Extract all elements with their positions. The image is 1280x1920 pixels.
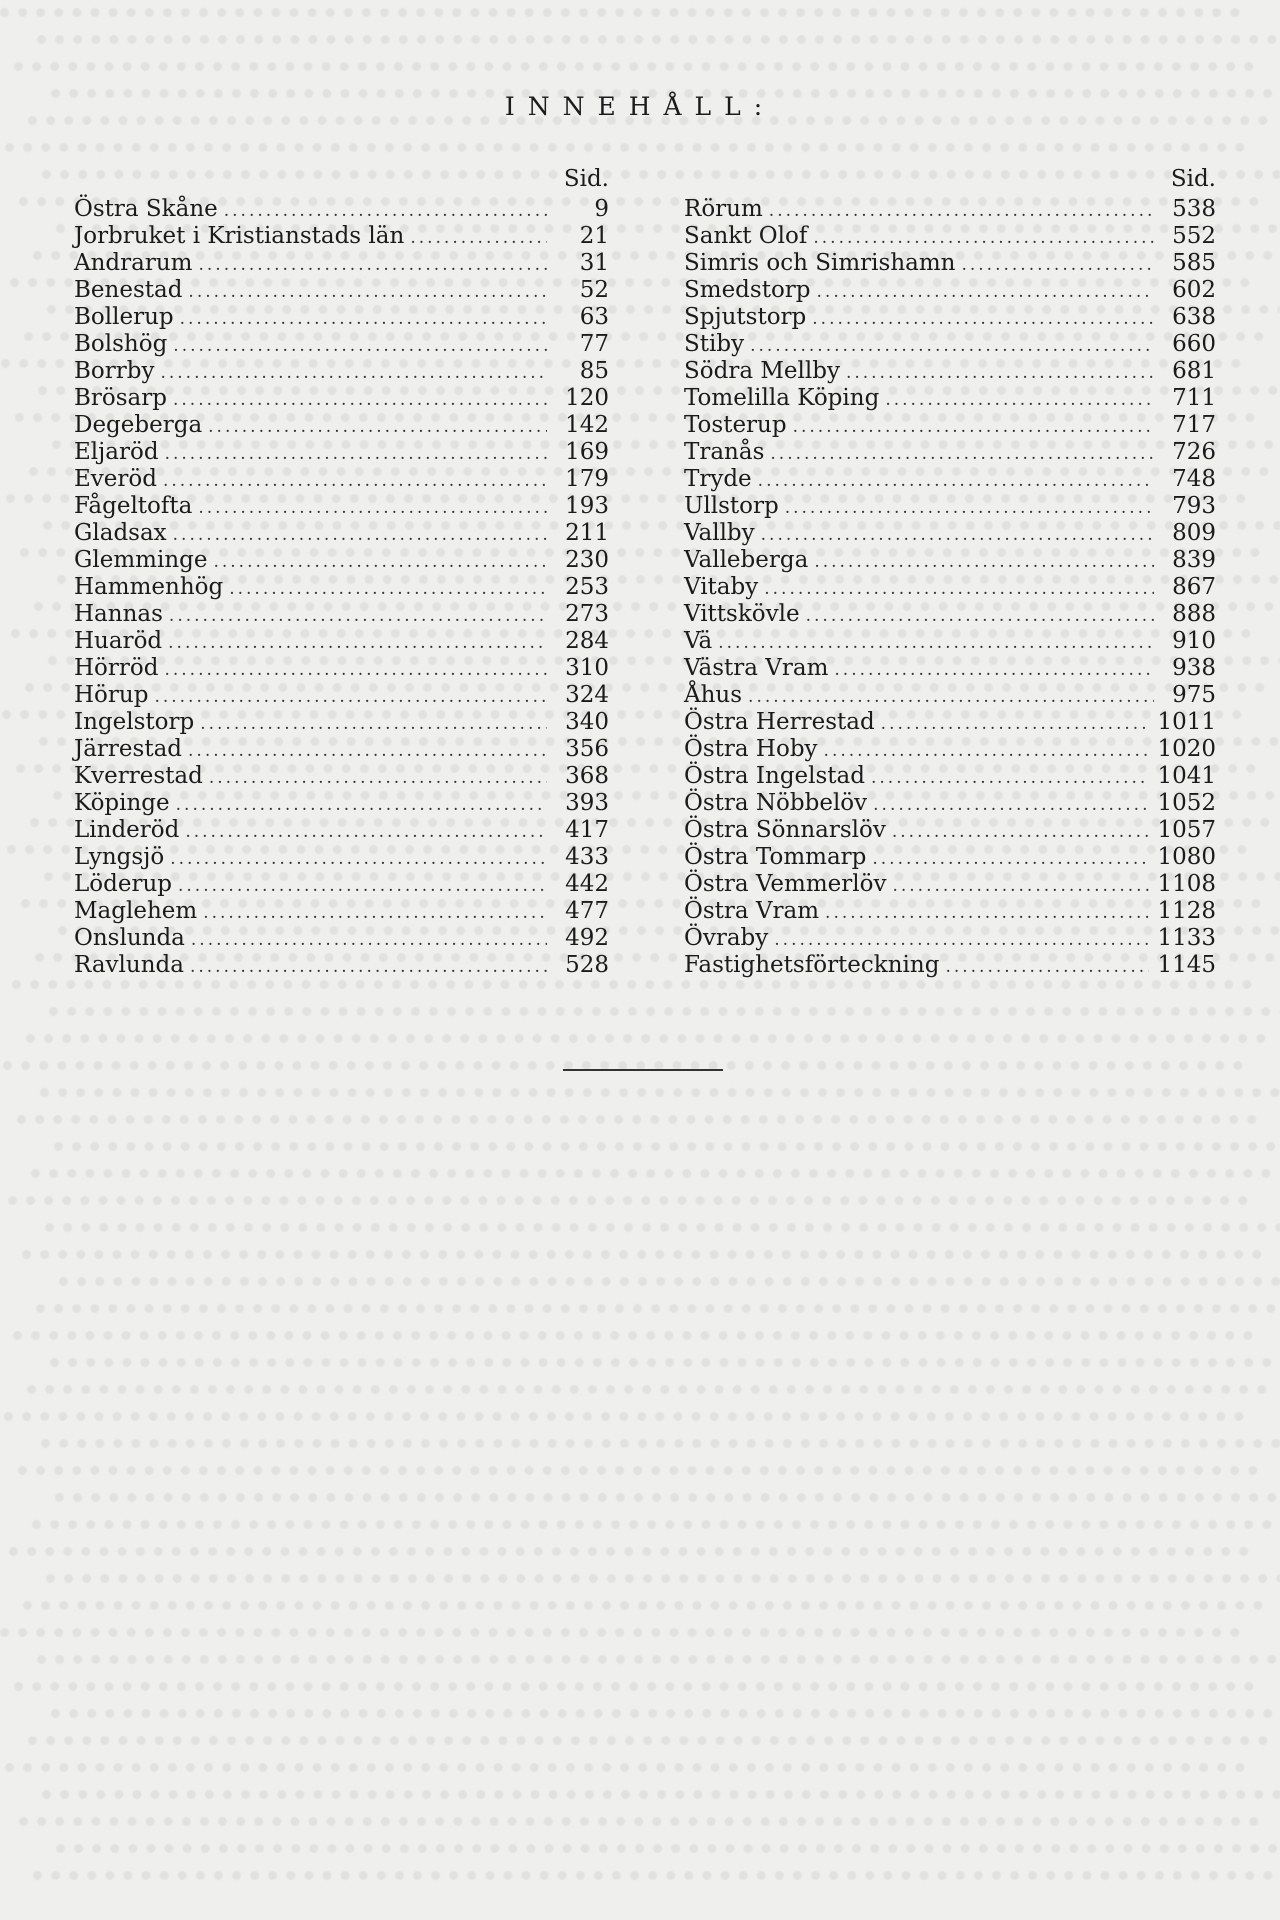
bleed-through-line [22,1250,1262,1269]
bleed-through-line [54,1142,1280,1161]
dot-leader [873,792,1149,819]
toc-entry [684,736,1216,763]
toc-entry [74,358,609,385]
dot-leader [814,549,1154,576]
toc-entry-page: 492 [565,925,609,951]
toc-entry-page: 120 [565,385,609,411]
toc-entry [684,439,1216,466]
toc-entry-name: Hammenhög [74,574,224,600]
toc-entry [684,466,1216,493]
toc-entry-name: Degeberga [74,412,203,438]
toc-entry [684,628,1216,655]
toc-entry-page: 1020 [1157,736,1216,762]
toc-entry-name: Östra Nöbbelöv [684,790,868,816]
toc-entry [74,736,609,763]
dot-leader [881,711,1150,738]
toc-entry-name: Bollerup [74,304,174,330]
toc-entry [684,493,1216,520]
dot-leader [198,252,547,279]
dot-leader [185,819,547,846]
toc-entry-page: 681 [1172,358,1216,384]
toc-entry [74,925,609,952]
toc-entry-page: 888 [1172,601,1216,627]
toc-entry-name: Hörup [74,682,149,708]
toc-left-list [74,196,609,979]
bleed-through-line [8,1196,1248,1215]
page-title: INNEHÅLL: [504,92,776,121]
toc-entry-name: Södra Mellby [684,358,840,384]
dot-leader [806,603,1154,630]
toc-entry [684,547,1216,574]
dot-leader [750,333,1154,360]
toc-entry-name: Eljaröd [74,439,159,465]
dot-leader [164,657,547,684]
dot-leader [758,468,1154,495]
dot-leader [825,900,1149,927]
dot-leader [168,630,547,657]
dot-leader [154,684,547,711]
bleed-through-line [14,62,1254,81]
toc-entry-name: Tryde [684,466,752,492]
toc-entry-name: Övraby [684,925,769,951]
bleed-through-line [4,1412,1244,1431]
toc-entry-page: 975 [1172,682,1216,708]
toc-entry-page: 660 [1172,331,1216,357]
toc-entry [74,223,609,250]
toc-entry-name: Hannas [74,601,163,627]
bleed-through-line [42,1790,1280,1809]
dot-leader [817,279,1154,306]
toc-entry-page: 393 [565,790,609,816]
toc-entry-name: Östra Ingelstad [684,763,865,789]
toc-entry-page: 867 [1172,574,1216,600]
dot-leader [163,468,547,495]
bleed-through-line [36,1304,1276,1323]
toc-entry-page: 230 [565,547,609,573]
dot-leader [945,954,1149,981]
toc-entry-name: Kverrestad [74,763,203,789]
toc-entry-page: 284 [565,628,609,654]
toc-entry [74,709,609,736]
toc-entry [684,925,1216,952]
dot-leader [191,927,547,954]
toc-entry [684,763,1216,790]
toc-entry-page: 193 [565,493,609,519]
toc-entry-name: Fågeltofta [74,493,193,519]
toc-entry [684,304,1216,331]
dot-leader [208,414,547,441]
bleed-through-line [9,1547,1249,1566]
toc-entry-page: 310 [565,655,609,681]
toc-entry-page: 809 [1172,520,1216,546]
toc-entry [74,898,609,925]
toc-entry-name: Everöd [74,466,157,492]
dot-leader [718,630,1154,657]
toc-entry-page: 1133 [1157,925,1216,951]
dot-leader [872,846,1149,873]
toc-entry-page: 273 [565,601,609,627]
toc-entry-page: 793 [1172,493,1216,519]
dot-leader [165,441,547,468]
toc-entry [74,871,609,898]
toc-entry [684,358,1216,385]
toc-entry [74,520,609,547]
toc-entry [74,682,609,709]
toc-entry-name: Västra Vram [684,655,829,681]
toc-entry-name: Glemminge [74,547,208,573]
bleed-through-line [18,1466,1258,1485]
toc-entry-name: Stiby [684,331,745,357]
toc-entry [684,655,1216,682]
bleed-through-line [14,1682,1254,1701]
bleed-through-line [13,1331,1253,1350]
toc-entry [74,547,609,574]
toc-entry-name: Östra Vram [684,898,820,924]
toc-entry-name: Tosterup [684,412,787,438]
toc-entry-name: Östra Vemmerlöv [684,871,887,897]
toc-entry-name: Andrarum [74,250,193,276]
toc-entry [684,574,1216,601]
toc-entry [74,250,609,277]
bleed-through-line [17,1115,1257,1134]
toc-entry-page: 417 [565,817,609,843]
toc-entry [74,628,609,655]
toc-entry [684,385,1216,412]
bleed-through-line [59,1277,1280,1296]
toc-entry-name: Valleberga [684,547,809,573]
dot-leader [761,522,1154,549]
toc-entry-page: 528 [565,952,609,978]
toc-entry-page: 938 [1172,655,1216,681]
toc-entry-page: 602 [1172,277,1216,303]
toc-entry-page: 910 [1172,628,1216,654]
dot-leader [410,225,547,252]
toc-entry [74,790,609,817]
divider-rule [563,1069,723,1071]
dot-leader [892,873,1149,900]
toc-entry-page: 85 [579,358,609,384]
toc-entry-page: 324 [565,682,609,708]
toc-entry-name: Gladsax [74,520,167,546]
toc-entry-page: 433 [565,844,609,870]
toc-entry-page: 356 [565,736,609,762]
bleed-through-line [0,1628,1240,1647]
dot-leader [213,549,547,576]
toc-entry-name: Järrestad [74,736,183,762]
toc-entry [74,817,609,844]
toc-entry-name: Borrby [74,358,155,384]
dot-leader [813,225,1154,252]
dot-leader [764,576,1154,603]
toc-entry [74,844,609,871]
dot-leader [748,684,1154,711]
dot-leader [170,846,547,873]
toc-entry-name: Östra Herrestad [684,709,875,735]
toc-entry [684,682,1216,709]
bleed-through-line [5,143,1245,162]
toc-entry-name: Linderöd [74,817,180,843]
toc-entry-page: 552 [1172,223,1216,249]
toc-entry-page: 368 [565,763,609,789]
toc-entry [684,601,1216,628]
toc-entry-name: Smedstorp [684,277,811,303]
toc-entry-name: Lyngsjö [74,844,165,870]
bleed-through-line [12,980,1252,999]
toc-entry [684,223,1216,250]
toc-entry [74,196,609,223]
toc-entry [684,790,1216,817]
toc-entry-name: Onslunda [74,925,185,951]
toc-entry-name: Östra Sönnarslöv [684,817,886,843]
bleed-through-line [37,1655,1277,1674]
toc-entry-name: Ingelstorp [74,709,195,735]
toc-entry-page: 1041 [1157,763,1216,789]
toc-entry [74,439,609,466]
bleed-through-line [5,1763,1245,1782]
dot-leader [892,819,1150,846]
toc-entry-name: Spjutstorp [684,304,807,330]
dot-leader [188,738,547,765]
toc-entry [74,331,609,358]
dot-leader [224,198,547,225]
toc-entry-page: 21 [579,223,609,249]
toc-entry-page: 31 [579,250,609,276]
page-column-header-right: Sid. [1170,166,1216,192]
toc-entry-name: Bolshög [74,331,168,357]
bleed-through-line [46,1574,1280,1593]
bleed-through-line [45,1223,1280,1242]
bleed-through-line [27,1385,1267,1404]
bleed-through-line [41,1439,1280,1458]
toc-entry-name: Ravlunda [74,952,184,978]
toc-entry [74,952,609,979]
bleed-through-line [49,1007,1280,1026]
dot-leader [203,900,547,927]
dot-leader [961,252,1154,279]
toc-left-column [74,162,609,979]
toc-entry-page: 169 [565,439,609,465]
toc-right-column [684,162,1216,979]
toc-entry-name: Hörröd [74,655,159,681]
toc-entry-name: Huaröd [74,628,163,654]
toc-entry-page: 340 [565,709,609,735]
bleed-through-line [51,1709,1280,1728]
toc-entry [684,331,1216,358]
toc-entry [684,412,1216,439]
dot-leader [160,360,547,387]
dot-leader [178,873,547,900]
toc-entry-page: 52 [579,277,609,303]
toc-entry-page: 442 [565,871,609,897]
dot-leader [209,765,547,792]
bleed-through-line [55,1493,1280,1512]
toc-entry [684,250,1216,277]
toc-entry-name: Köpinge [74,790,170,816]
toc-entry [684,277,1216,304]
dot-leader [793,414,1154,441]
toc-entry-name: Vä [684,628,713,654]
toc-entry [684,196,1216,223]
dot-leader [769,198,1154,225]
toc-entry [684,844,1216,871]
toc-entry-page: 638 [1172,304,1216,330]
dot-leader [834,657,1154,684]
bleed-through-line [37,35,1277,54]
bleed-through-line [33,1871,1273,1890]
toc-entry-name: Östra Hoby [684,736,818,762]
dot-leader [846,360,1154,387]
toc-entry [74,493,609,520]
toc-entry-page: 142 [565,412,609,438]
dot-leader [176,792,547,819]
toc-entry [684,871,1216,898]
toc-entry-name: Vittskövle [684,601,800,627]
dot-leader [229,576,547,603]
toc-entry [74,466,609,493]
toc-entry-name: Simris och Simrishamn [684,250,956,276]
toc-entry-name: Åhus [684,682,743,708]
bleed-through-line [26,1034,1266,1053]
toc-entry [74,385,609,412]
toc-right-list [684,196,1216,979]
toc-entry-name: Tranås [684,439,765,465]
toc-entry [684,520,1216,547]
toc-entry-page: 253 [565,574,609,600]
toc-entry [74,574,609,601]
toc-entry-page: 748 [1172,466,1216,492]
bleed-through-line [50,1358,1280,1377]
toc-entry-page: 726 [1172,439,1216,465]
toc-entry [684,709,1216,736]
dot-leader [173,387,547,414]
toc-entry-name: Löderup [74,871,172,897]
toc-entry-page: 1145 [1157,952,1216,978]
toc-entry-page: 1052 [1157,790,1216,816]
dot-leader [173,333,547,360]
toc-entry-page: 711 [1172,385,1216,411]
toc-entry-page: 211 [565,520,609,546]
dot-leader [169,603,547,630]
toc-entry [74,601,609,628]
dot-leader [173,522,547,549]
toc-entry [684,817,1216,844]
bleed-through-line [56,1844,1280,1863]
toc-entry-name: Brösarp [74,385,167,411]
toc-entry-page: 839 [1172,547,1216,573]
toc-entry-name: Tomelilla Köping [684,385,880,411]
toc-entry-page: 179 [565,466,609,492]
dot-leader [812,306,1154,333]
bleed-through-line [28,1736,1268,1755]
dot-leader [770,441,1154,468]
toc-entry-page: 1080 [1157,844,1216,870]
dot-leader [190,954,547,981]
toc-entry-name: Rörum [684,196,763,222]
dot-leader [885,387,1154,414]
bleed-through-line [19,1817,1259,1836]
bleed-through-line [40,1088,1280,1107]
toc-entry-page: 538 [1172,196,1216,222]
toc-entry-name: Sankt Olof [684,223,808,249]
toc-entry-name: Östra Tommarp [684,844,867,870]
toc-entry-page: 477 [565,898,609,924]
toc-entry-name: Jorbruket i Kristianstads län [74,223,405,249]
dot-leader [824,738,1150,765]
dot-leader [774,927,1149,954]
toc-entry-name: Ullstorp [684,493,779,519]
page-column-header-left: Sid. [563,166,609,192]
toc-entry [684,952,1216,979]
bleed-through-line [32,1520,1272,1539]
dot-leader [785,495,1154,522]
toc-entry-page: 77 [579,331,609,357]
toc-entry-page: 585 [1172,250,1216,276]
toc-entry [74,655,609,682]
bleed-through-line [31,1169,1271,1188]
bleed-through-line [0,8,1240,27]
toc-entry-page: 9 [594,196,609,222]
bleed-through-line [23,1601,1263,1620]
toc-entry-page: 63 [579,304,609,330]
toc-entry [684,898,1216,925]
toc-entry-page: 1057 [1157,817,1216,843]
dot-leader [200,711,547,738]
toc-entry-name: Fastighetsförteckning [684,952,940,978]
toc-entry [74,763,609,790]
dot-leader [188,279,547,306]
toc-entry-page: 1108 [1157,871,1216,897]
toc-entry-name: Maglehem [74,898,198,924]
dot-leader [180,306,547,333]
toc-entry-name: Benestad [74,277,183,303]
toc-entry-page: 1011 [1157,709,1216,735]
toc-entry-page: 1128 [1157,898,1216,924]
toc-entry [74,304,609,331]
toc-entry-name: Östra Skåne [74,196,218,222]
toc-entry-name: Vallby [684,520,755,546]
dot-leader [871,765,1149,792]
toc-entry-page: 717 [1172,412,1216,438]
toc-entry [74,412,609,439]
toc-entry [74,277,609,304]
toc-entry-name: Vitaby [684,574,759,600]
dot-leader [198,495,547,522]
